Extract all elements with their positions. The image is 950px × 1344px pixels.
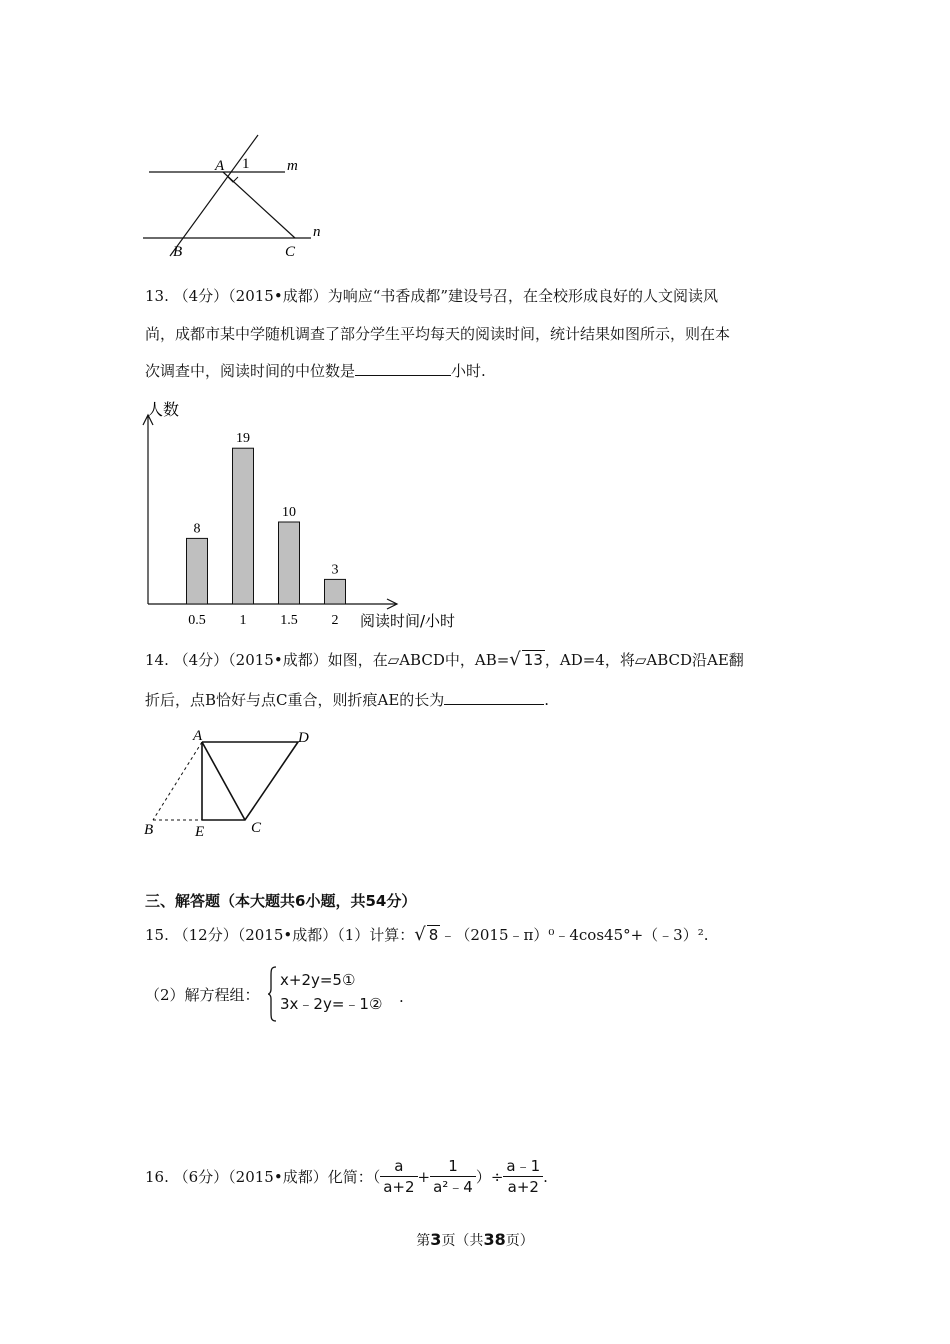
page-footer xyxy=(0,1230,950,1250)
point-b-label: B xyxy=(144,822,154,838)
fraction-2 xyxy=(430,1156,476,1197)
q16-prefix: 16. （6分）（2015•成都）化简：（ xyxy=(145,1168,381,1186)
point-e-label: E xyxy=(195,824,205,840)
equation-2: 3x﹣2y=﹣1② xyxy=(280,995,383,1013)
q13-line-3-suffix: 小时. xyxy=(451,362,486,380)
point-a-label: A xyxy=(193,728,203,744)
footer-total-pages: 38 xyxy=(483,1230,506,1249)
line-n-label: n xyxy=(313,224,321,240)
q14-line-2-suffix: . xyxy=(544,691,550,709)
q14-line-2 xyxy=(145,689,549,710)
bar-1.5 xyxy=(279,522,300,604)
q15-part-1-suffix: ﹣（2015﹣π）⁰﹣4cos45°+（﹣3）². xyxy=(440,926,709,944)
fraction-1-denominator: a+2 xyxy=(383,1178,415,1196)
parallel-lines-figure xyxy=(135,130,345,265)
q16-line xyxy=(145,1156,548,1197)
q14-answer-blank xyxy=(444,689,544,705)
q16-suffix: . xyxy=(543,1167,548,1186)
q14-line-1 xyxy=(145,649,744,670)
system-brace-icon xyxy=(267,966,277,1022)
x-tick-label-1.5: 1.5 xyxy=(280,613,298,628)
footer-pre: 第 xyxy=(416,1233,431,1249)
q15-part-2-label: （2）解方程组： xyxy=(145,986,260,1004)
q13-line-3 xyxy=(145,360,486,381)
q14-line-2-prefix: 折后，点B恰好与点C重合，则折痕AE的长为 xyxy=(145,691,445,709)
point-c-label: C xyxy=(251,820,262,836)
fraction-1-numerator: a xyxy=(380,1156,417,1177)
x-tick-label-2: 2 xyxy=(331,613,339,628)
angle-1-label: 1 xyxy=(242,156,250,172)
footer-page-number: 3 xyxy=(430,1230,442,1249)
q15-part-1-prefix: 15. （12分）（2015•成都）（1）计算： xyxy=(145,926,415,944)
q13-line-1: 13. （4分）（2015•成都）为响应“书香成都”建设号召，在全校形成良好的人文阅读风 xyxy=(145,287,719,305)
bar-value-label-1.5: 10 xyxy=(282,505,296,520)
line-m-label: m xyxy=(287,158,298,174)
footer-mid: 页（共 xyxy=(441,1233,484,1249)
q15-part-1 xyxy=(145,924,709,945)
bar-value-label-2: 3 xyxy=(331,562,339,578)
sqrt-sign: √ xyxy=(414,924,426,945)
sqrt-13-radicand: 13 xyxy=(523,651,543,669)
plus-sign: + xyxy=(417,1167,431,1186)
q14-line-1-suffix: ，AD=4，将▱ABCD沿AE翻 xyxy=(544,651,744,669)
bar-value-label-1: 19 xyxy=(236,431,250,447)
point-c-label: C xyxy=(285,244,296,260)
fraction-3-numerator: a﹣1 xyxy=(503,1156,543,1177)
parallelogram-figure xyxy=(138,724,323,844)
sqrt-sign: √ xyxy=(509,649,521,670)
equation-1: x+2y=5① xyxy=(280,971,356,989)
x-axis-label: 阅读时间/小时 xyxy=(360,612,456,630)
equation-system xyxy=(280,968,382,1016)
q13-line-2: 尚，成都市某中学随机调查了部分学生平均每天的阅读时间，统计结果如图所示，则在本 xyxy=(145,325,731,343)
bar-2 xyxy=(325,579,346,604)
fraction-1 xyxy=(380,1156,417,1197)
footer-post: 页） xyxy=(505,1233,534,1249)
sqrt-8-radicand: 8 xyxy=(428,926,439,944)
point-a-label: A xyxy=(215,158,225,174)
x-tick-label-0.5: 0.5 xyxy=(188,613,206,628)
section-3-heading: 三、解答题（本大题共6小题，共54分） xyxy=(145,892,417,910)
q15-part-2-period: . xyxy=(399,988,404,1006)
bar-value-label-0.5: 8 xyxy=(193,521,201,537)
point-b-label: B xyxy=(173,244,183,260)
q14-line-1-prefix: 14. （4分）（2015•成都）如图，在▱ABCD中，AB= xyxy=(145,651,510,669)
q13-answer-blank xyxy=(355,360,451,376)
point-d-label: D xyxy=(298,730,309,746)
x-tick-label-1: 1 xyxy=(239,613,247,628)
fraction-3 xyxy=(503,1156,543,1197)
y-axis-label: 人数 xyxy=(147,400,180,419)
reading-time-bar-chart xyxy=(135,393,480,638)
bar-0.5 xyxy=(187,538,208,604)
bar-1 xyxy=(233,448,254,604)
q13-line-3-prefix: 次调查中，阅读时间的中位数是 xyxy=(145,362,356,380)
divide-sign: ）÷ xyxy=(475,1168,504,1186)
fraction-2-numerator: 1 xyxy=(430,1156,476,1177)
fraction-2-denominator: a²﹣4 xyxy=(433,1178,473,1196)
fraction-3-denominator: a+2 xyxy=(507,1178,539,1196)
